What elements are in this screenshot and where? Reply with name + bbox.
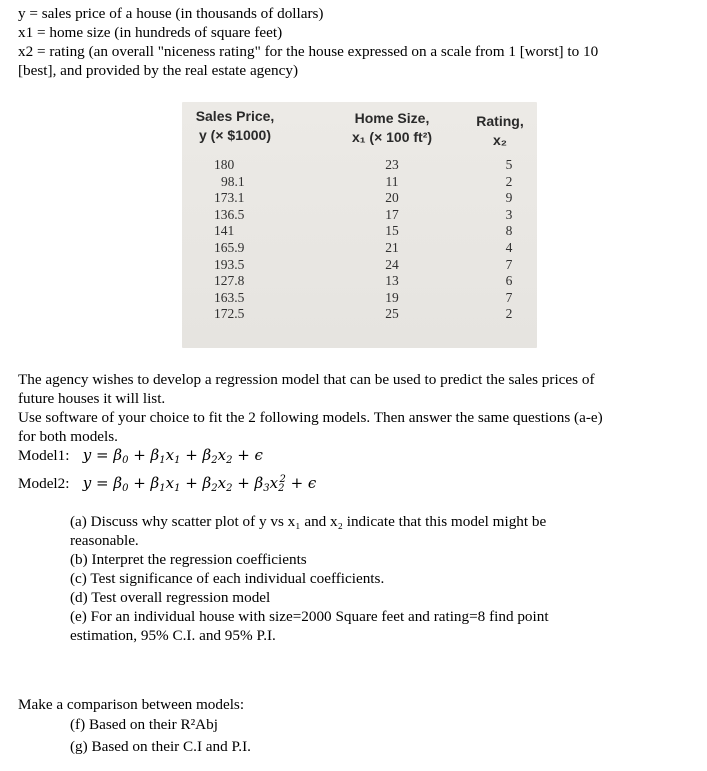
x2-definition-line-2: [best], and provided by the real estate agency)	[18, 62, 299, 79]
intro-paragraph-line-1: The agency wishes to develop a regression model that can be used to predict the sales prices of	[18, 371, 595, 388]
question-d: (d) Test overall regression model	[70, 589, 271, 606]
table-cell: 141	[214, 223, 235, 239]
model2-formula: $y = \beta_0 + \beta_1x_1 + \beta_2x_2 + \beta_3x_2^2 + \epsilon$	[73, 474, 317, 494]
questions-list	[70, 512, 670, 645]
table-cell: 20	[385, 190, 399, 206]
table-cell: 9	[505, 190, 513, 206]
table-cell: 172.5	[214, 306, 245, 322]
rating-header-line-2: x₂	[492, 132, 507, 148]
variable-definitions	[18, 4, 698, 80]
question-c: (c) Test significance of each individual coefficients.	[70, 570, 385, 587]
table-cell: 4	[505, 239, 513, 255]
table-cell: 165.9	[214, 239, 245, 255]
table-cell: 15	[385, 223, 399, 239]
comparison-g: (g) Based on their C.I and P.I.	[70, 738, 251, 755]
question-b: (b) Interpret the regression coefficients	[70, 551, 307, 568]
question-a-line-1: (a) Discuss why scatter plot of y vs x₁ and x₂ indicate that this model might be	[70, 513, 547, 530]
question-e-line-2: estimation, 95% C.I. and 95% P.I.	[70, 627, 276, 644]
table-cell: 163.5	[214, 289, 245, 305]
table-cell: 7	[505, 289, 513, 305]
price-header-line-2: y (× $1000)	[199, 127, 271, 143]
table-cell: 5	[505, 157, 513, 172]
table-cell: 8	[505, 223, 513, 239]
table-cell: 3	[505, 206, 513, 222]
question-e-line-1: (e) For an individual house with size=2000 Square feet and rating=8 find point	[70, 608, 549, 625]
comparison-heading: Make a comparison between models:	[18, 696, 245, 713]
instructions-line-2: for both models.	[18, 428, 118, 445]
table-cell: 193.5	[214, 256, 245, 272]
table-cell: 136.5	[214, 206, 245, 222]
rating-column	[502, 157, 516, 323]
size-header-line-1: Home Size,	[354, 110, 430, 126]
rating-header-line-1: Rating,	[476, 113, 524, 129]
x1-definition: x1 = home size (in hundreds of square feet)	[18, 24, 283, 41]
table-cell: 98.1	[221, 173, 245, 189]
size-header	[332, 109, 452, 147]
table-cell: 11	[385, 173, 399, 189]
table-cell: 2	[505, 173, 513, 189]
rating-header	[470, 112, 530, 150]
table-cell: 25	[385, 306, 399, 322]
table-cell: 7	[505, 256, 513, 272]
question-a-line-2: reasonable.	[70, 532, 139, 549]
instructions-line-1: Use software of your choice to fit the 2 following models. Then answer the same questions (a-e)	[18, 409, 603, 426]
y-definition: y = sales price of a house (in thousands of dollars)	[18, 5, 324, 22]
x2-definition-line-1: x2 = rating (an overall "niceness rating" for the house expressed on a scale from 1 [worst] to 10	[18, 43, 599, 60]
model1-formula: $y = \beta_0 + \beta_1x_1 + \beta_2x_2 + \epsilon$	[73, 446, 263, 466]
price-header-line-1: Sales Price,	[195, 108, 275, 124]
table-cell: 13	[385, 273, 399, 289]
size-column	[380, 157, 404, 323]
intro-paragraph-line-2: future houses it will list.	[18, 390, 166, 407]
price-column	[214, 157, 264, 323]
table-cell: 180	[214, 157, 235, 172]
table-cell: 24	[385, 256, 399, 272]
price-header	[190, 107, 280, 145]
model1-equation	[18, 446, 698, 470]
table-cell: 2	[505, 306, 513, 322]
table-cell: 127.8	[214, 273, 245, 289]
table-cell: 19	[385, 289, 399, 305]
table-cell: 17	[385, 206, 399, 222]
model1-label: Model1:	[18, 447, 70, 464]
table-cell: 173.1	[214, 190, 245, 206]
size-header-line-2: x₁ (× 100 ft²)	[351, 129, 433, 145]
comparison-list	[70, 715, 670, 756]
table-cell: 21	[385, 239, 399, 255]
problem-statement	[18, 370, 698, 498]
comparison-f: (f) Based on their R²Abj	[70, 716, 218, 733]
data-table-photo	[182, 102, 537, 348]
table-cell: 6	[505, 273, 513, 289]
model2-label: Model2:	[18, 475, 70, 492]
table-cell: 23	[385, 157, 399, 172]
model2-equation	[18, 470, 698, 498]
